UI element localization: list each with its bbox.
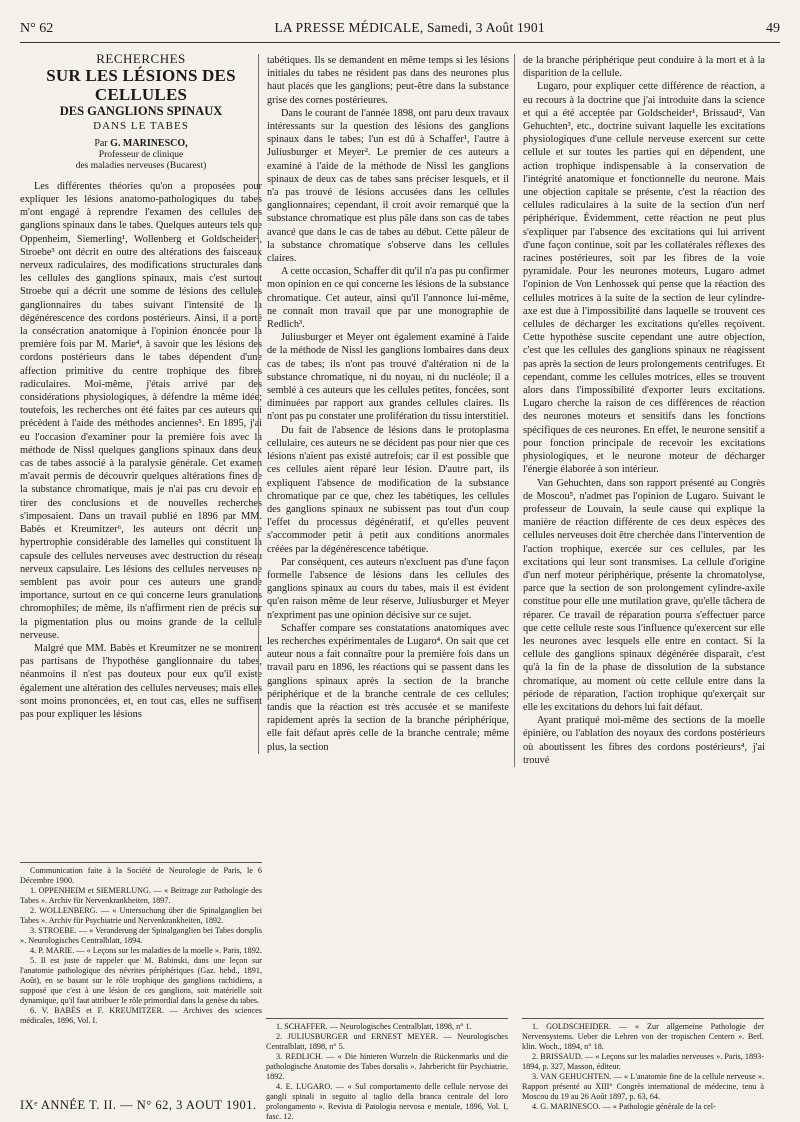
author-affiliation: des maladies nerveuses (Bucarest) (75, 160, 207, 171)
footnote: 6. V. BABÈS et F. KREUMITZER. — Archives des sciences médicales, 1896, Vol. I. (20, 1006, 262, 1025)
footnote: 4. P. MARIE. — « Leçons sur les maladies de la moelle ». Paris, 1892. (30, 946, 262, 955)
column-3 (514, 54, 765, 767)
paragraph: tabétiques. Ils se demandent en même temps si les lésions initiales du tabes ne résident pas dans des neurones plus haut placés que les ganglions; peut-être dans la substance grise des cornes postérieures. (267, 55, 509, 106)
footnotes-column-2 (266, 1018, 508, 1122)
column-2 (258, 54, 509, 754)
paragraph: Van Gehuchten, dans son rapport présenté au Congrès de Moscou⁵, n'admet pas l'opinion de Lugaro. Suivant le professeur de Louvain, la seule cause qui explique la manière de réaction différente de ces deux espèces des cellules nerveuses doit être cherchée dans l'intervention de l'action trophique, exercée sur ces cellules, par les excitations qui leur sont transmises. La cellule d'origine d'un nerf moteur périphérique, présente la chromatolyse, parce que la section de son prolongement cylindre-axile constitue pour elle une mutilation grave, qu'elle tâchera de réparer. Ce travail de réparation pourra s'effectuer parce que cette cellule reste sous l'influence qu'exercent sur elle les neurones avec lesquels elle entre en contact. Si la cellule des ganglions spinaux dégénérée disparaît, c'est qu'à la fin de la phase de dissolution de la substance chromatique, au moment où cette cellule entre dans la période de réparation, l'action trophique qu'exerçait sur elle les excitations du dehors lui fait défaut. (523, 477, 765, 713)
column-1 (20, 50, 262, 721)
footnote: 1. OPPENHEIM et SIEMERLUNG. — « Beitrage zur Pathologie des Tabes ». Archiv für Nervenkrankheiten, 1897. (20, 886, 262, 905)
footnote: 5. Il est juste de rappeler que M. Babinski, dans une leçon sur l'anatomie pathologique des névrites périphériques (Gaz. hebd., 1891, Août), en se basant sur le rôle trophique des ganglions rachidiens, a supposé que c'est à une lésion de ces ganglions, soit matérielle soit dynamique, qu'il faut attribuer le rôle primordial dans la genèse du tabes. (20, 956, 262, 1005)
footnote: 4. G. MARINESCO. — « Pathologie générale de la cel- (532, 1102, 716, 1111)
page-number: 49 (766, 21, 780, 36)
paragraph: Dans le courant de l'année 1898, ont paru deux travaux intéressants sur la question des lésions des ganglions spinaux dans le tabes; l'un est dû à Schaffer¹, l'autre à Juliusburger et Meyer². Le premier de ces auteurs a examiné à l'aide de la méthode de Nissl les ganglions spinaux de deux cas de tabes sans préciser lesquels, et il n'a pas trouvé de lésions accusées dans les cellules ganglionnaires; cependant, il croit avoir remarqué que la substance chromatique est plus pâle dans son cas de tabes avancé que dans le cas de tabes au début. Cette pâleur de la substance chromatique s'observe dans les cellules claires. (267, 107, 509, 265)
author-line (20, 137, 262, 150)
footnote: 1. GOLDSCHEIDER. — « Zur allgemeine Pathologie der Nervensystems. Ueber die Lehren von der tropischen Centern ». Berl. klin. Woch., 1894, n° 18. (522, 1022, 764, 1051)
author-prefix: Par (94, 137, 111, 149)
article-title-block (20, 52, 262, 172)
footnote: 2. WOLLENBERG. — « Untersuchung über die Spinalganglien bei Tabes ». Archiv für Psychiatrie und Nervenkrankheiten, 1892. (20, 906, 262, 925)
paragraph: A cette occasion, Schaffer dit qu'il n'a pas pu confirmer mon opinion en ce qui concerne les lésions de la substance chromatique. Cet auteur, ainsi qu'il l'annonce lui-même, ne connaît mon travail que par une monographie de Redlich³. (267, 266, 509, 331)
author-role: Professeur de clinique (98, 149, 184, 160)
footnotes-column-3 (522, 1018, 764, 1112)
article-kicker: RECHERCHES (96, 51, 186, 66)
footnote: Communication faite à la Société de Neurologie de Paris, le 6 Décembre 1900. (20, 866, 262, 885)
paragraph: Par conséquent, ces auteurs n'excluent pas d'une façon formelle l'absence de lésions dans les cellules des ganglions spinaux au cours du tabes, mais il est évident qu'en raison même de leur réserve, Juliusburger et Meyer n'expriment pas une opinion décisive sur ce sujet. (267, 556, 509, 621)
article-title: SUR LES LÉSIONS DES CELLULES (46, 66, 236, 105)
paragraph: Malgré que MM. Babès et Kreumitzer ne se montrent pas partisans de l'hypothèse ganglionnaire du tabes, néanmoins il n'est pas douteux pour eux qu'il existe également une altération des cellules nerveuses; mais elles sont moins prononcées, et, en tout cas, elles ne suffisent pas pour expliquer les lésions (20, 642, 262, 720)
paragraph: de la branche périphérique peut conduire à la mort et à la disparition de la cellule. (523, 55, 765, 80)
paragraph: Du fait de l'absence de lésions dans le protoplasma cellulaire, ces auteurs ne se décident pas pour nier que ces lésions n'aient pas existé autrefois; car il est possible que ces cellules aient réparé leur lésion. D'autre part, ils expliquent l'absence de modification de la substance chromatique par ce que, chez les tabétiques, les cellules des ganglions spinaux ne subissent pas tout d'un coup l'effet du processus dégénératif, et qu'elles peuvent s'accommoder petit à petit aux conditions anormales créées par la dégénérescence tabétique. (267, 424, 509, 555)
author-name: G. MARINESCO, (110, 137, 188, 149)
issue-footer: IXᵉ ANNÉE T. II. — N° 62, 3 AOUT 1901. (20, 1098, 257, 1112)
footnote: 3. REDLICH. — « Die hinteren Wurzeln die Rückenmarks und die pathologische Anatomie des Tabes dorsalis ». Jahrbericht für Psychiatrie, 1892. (266, 1052, 508, 1081)
running-header (20, 20, 780, 43)
footnote: 2. JULIUSBURGER und ERNEST MEYER. — Neurologisches Centralblatt, 1898, n° 5. (266, 1032, 508, 1051)
paragraph: Schaffer compare ses constatations anatomiques avec les recherches expérimentales de Lugaro⁴. On sait que cet auteur nous a fait connaître pour la première fois dans un travail paru en 1896, les réactions qui se passent dans les ganglions spinaux après la section de la branche périphérique et de la branche centrale de ces cellules; tandis que la réaction est très accusée et se manifeste rapidement après la section de la branche périphérique, elle fait défaut après celle de la branche centrale; même plus, la section (267, 622, 509, 753)
paragraph: Ayant pratiqué moi-même des sections de la moelle épinière, ou l'ablation des noyaux des cordons postérieurs où aboutissent les fibres des cordons postérieurs⁴, j'ai trouvé (523, 715, 765, 766)
footnote: 2. BRISSAUD. — « Leçons sur les maladies nerveuses ». Paris, 1893-1894, p. 327, Masson, éditeur. (522, 1052, 764, 1071)
footnote: 1. SCHAFFER. — Neurologisches Centralblatt, 1898, n° 1. (276, 1022, 472, 1031)
footnote: 3. STROEBE. — « Veranderung der Spinalganglien bei Tabes dorsplis ». Neurologisches Centralblatt, 1894. (20, 926, 262, 945)
footnote: 4. E. LUGARO. — « Sul comportamento delle cellule nervose dei gangli spinali in seguito al taglio della branca centrale del loro prolongamento ». Revista di Patologia nervosa e mentale, 1896, Vol. I, fasc. 12. (266, 1082, 508, 1121)
article-subtitle-2: DANS LE TABES (93, 120, 189, 133)
paragraph: Lugaro, pour expliquer cette différence de réaction, a eu recours à la doctrine que j'ai introduite dans la science et qui a été acceptée par Goldscheider¹, Brissaud², Van Gehuchten³, etc., doctrine suivant laquelle les excitations physiologiques d'une cellule nerveuse exercent sur cette cellule et sur toutes les parties qui en dépendent, une action trophique indispensable à la conservation de l'intégrité anatomique et fonctionnelle du neurone. Mais une objection capitale se présente, c'est la réaction des cellules radiculaires à la suite de la section d'un nerf périphérique. Évidemment, cette réaction ne peut plus s'expliquer par l'absence des excitations qui lui arrivent d'une façon continue, soit par les collatérales réflexes des racines postérieures, soit par les fibres de la voie pyramidale. Pour les neurones moteurs, Lugaro admet l'opinion de Von Lenhossek qui pense que la réaction des cellules motrices à la suite de la section de leur cylindre-axe est due à l'impossibilité dans laquelle se trouvent ces cellules de décharger les excitations qu'elles reçoivent. Cette hypothèse suscite cependant une autre objection, c'est que les cellules des ganglions spinaux ne réagissent pas après la section de leurs prolongements centrifuges. Et cependant, comme les cellules motrices, elles se trouvent alors dans l'impossibilité d'exporter leurs excitations. Lugaro cherche la raison de ces différences de réaction des neurones moteurs et sensitifs dans les fonctions spécifiques de ces neurones. En effet, le neurone sensitif a pour fonction principale de recevoir les excitations physiologiques, et le neurone moteur de décharger l'énergie élaborée à son intérieur. (523, 81, 765, 476)
paragraph: Les différentes théories qu'on a proposées pour expliquer les lésions anatomo-pathologiques du tabes m'ont engagé à reprendre l'examen des cellules des ganglions spinaux dans le tabes. Quelques auteurs tels que Oppenheim, Siemerling¹, Wollenberg et Goldscheider², Stroebe³ ont décrit en outre des altérations des faisceaux nerveux radiculaires, des modifications structurales dans les cellules des ganglions spinaux, mais c'est surtout Stroebe qui a décrit une somme de lésions des cellules ganglionnaires du tabes suivant l'intensité de la dégénérescence des cordons postérieurs. Ainsi, il a porté la consécration anatomique à l'opinion énoncée pour la première fois par M. Marie⁴, à savoir que les lésions des cordons postérieurs dans le tabes dépendent d'une affection primitive du centre trophique des fibres radiculaires. Moi-même, j'étais arrivé par des considérations physiologiques, à défendre la même idée; toutefois, les recherches ont été faites par ces auteurs qui précèdent à l'aide des méthodes anciennes⁵. En 1895, j'ai eu l'occasion d'examiner pour la première fois avec la méthode de Nissl quelques ganglions spinaux dans deux cas de tabes associé à la paralysie générale. Cet examen m'avait permis de découvrir quelques altérations fines de la substance chromatique, mais je n'ai pas cru devoir en tirer des conclusions et de nouvelles recherches s'imposaient. Dans un travail publié en 1896 par MM. Babès et Kreumitzer⁶, les auteurs ont décrit une hypertrophie considérable des lamelles qui constituent la capsule des cellules nerveuses avec destruction du réseau nerveux capsulaire. Les lésions des cellules nerveuses ne semblent pas avoir pour ces auteurs une grande importance, surtout en ce qui concerne leurs granulations chromophiles; de même, ils n'affirment rien de précis sur la pigmentation plus ou moins grande de la cellule nerveuse. (20, 180, 262, 641)
journal-title: LA PRESSE MÉDICALE, Samedi, 3 Août 1901 (274, 20, 545, 35)
footnote: 3. VAN GEHUCHTEN. — « L'anatomie fine de la cellule nerveuse ». Rapport présenté au XIII° Congrès international de médecine, tenu à Moscou du 19 au 26 Août 1897, p. 63, 64. (522, 1072, 764, 1101)
paragraph: Juliusburger et Meyer ont également examiné à l'aide de la méthode de Nissl les ganglions lombaires dans deux cas de tabes; ils n'ont pas trouvé d'altération ni de la substance chromatique, ni du noyau, ni du nucléole; il a semblé à ces auteurs que les cellules petites, foncées, sont diminuées par rapport aux grandes cellules claires. Ils n'ont pas pu constater une prolifération du tissu interstitiel. (267, 332, 509, 423)
article-subtitle: DES GANGLIONS SPINAUX (59, 104, 223, 119)
footnotes-column-1 (20, 862, 262, 1026)
issue-number: N° 62 (20, 21, 54, 36)
